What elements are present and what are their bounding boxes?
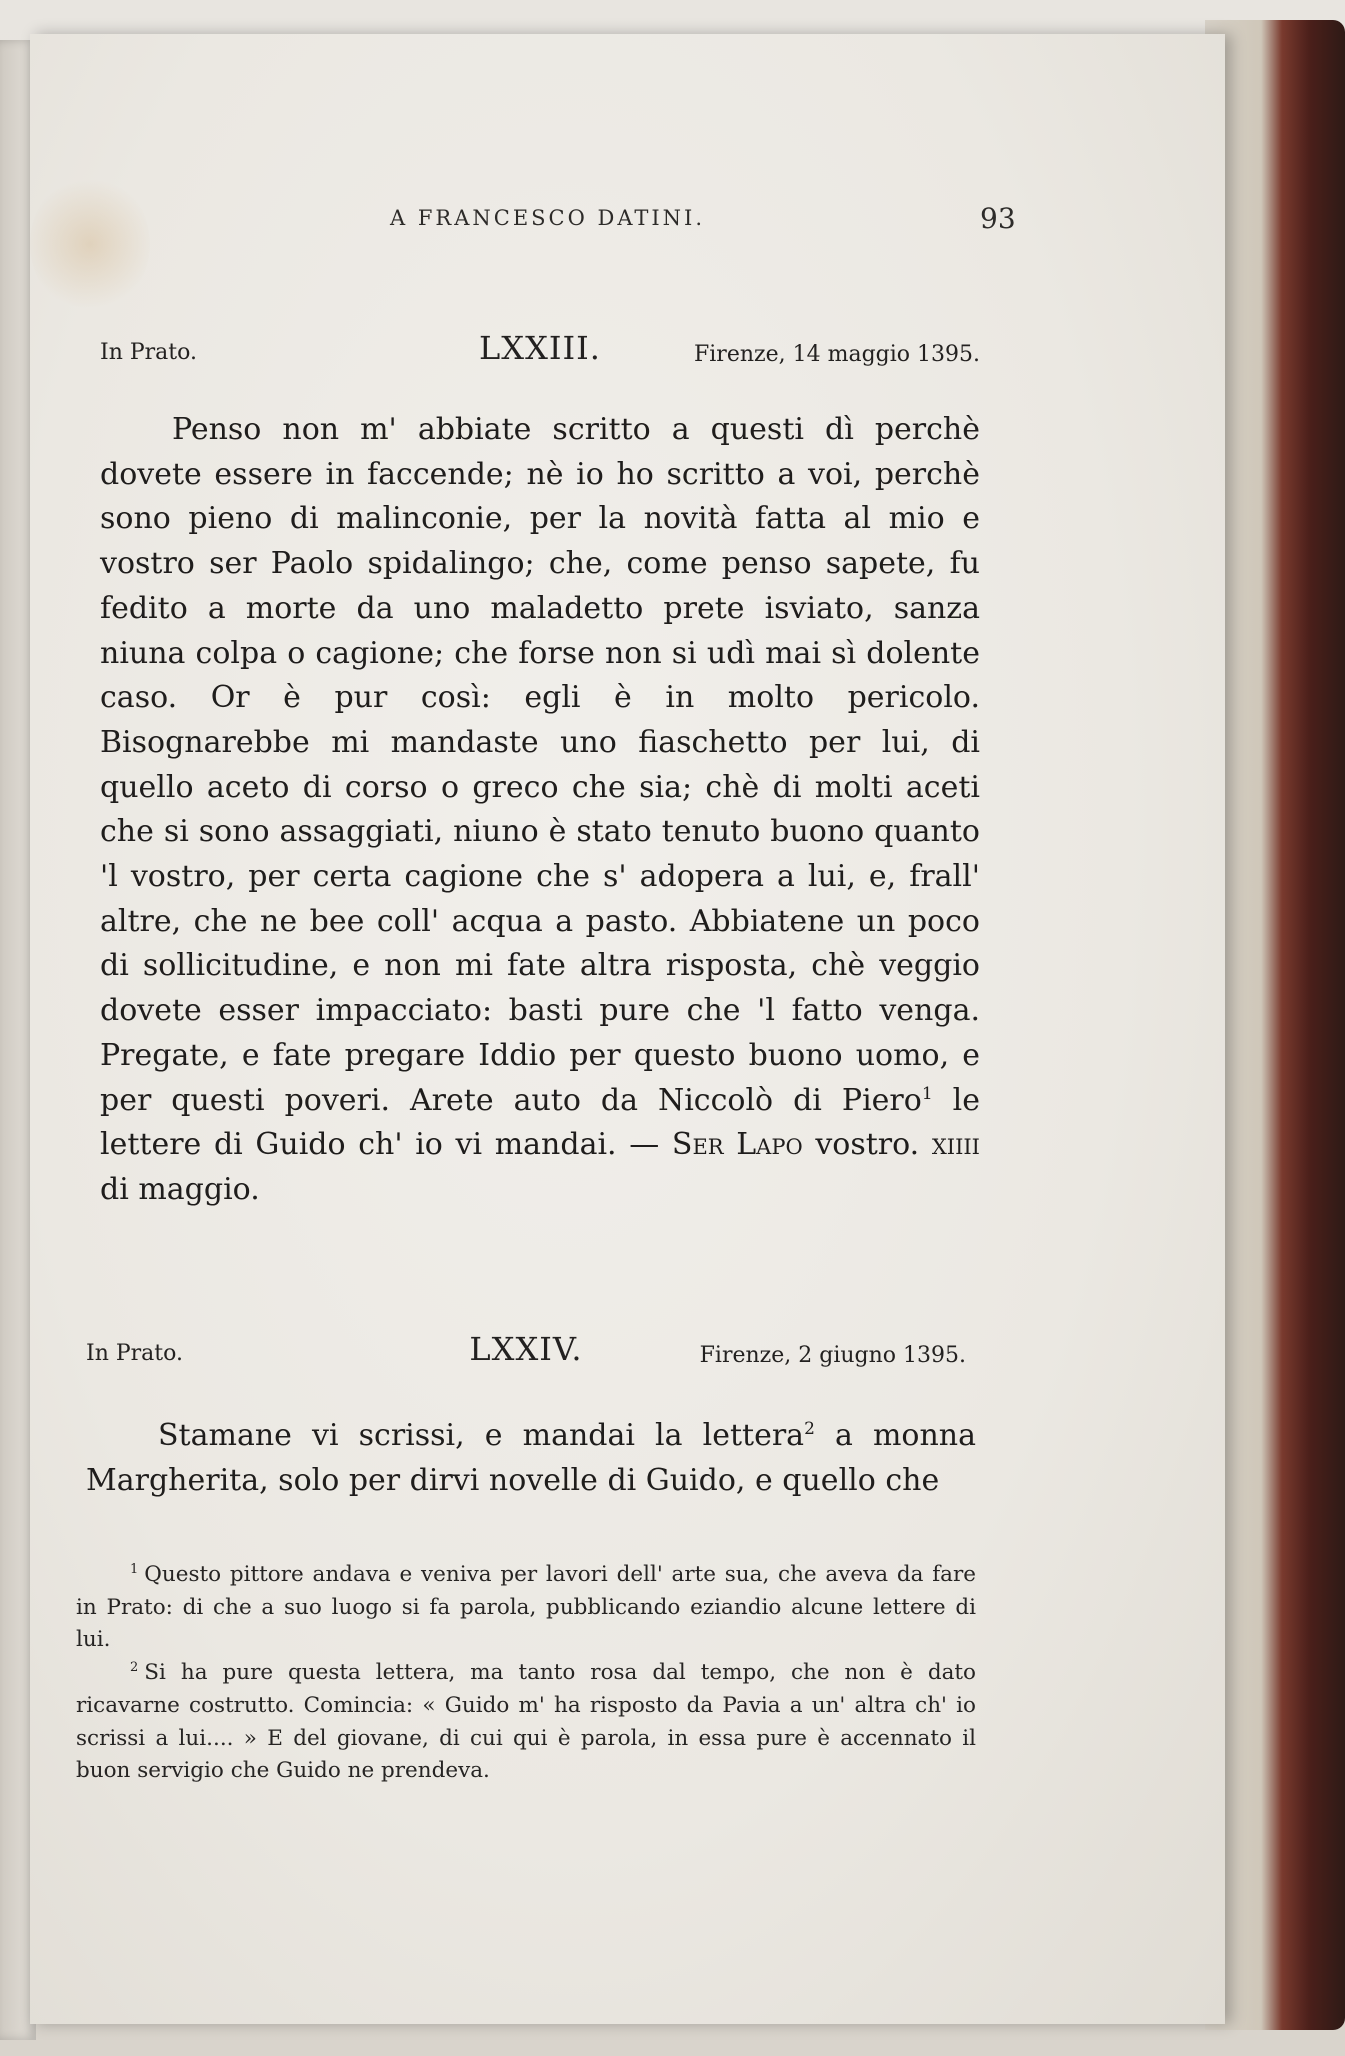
footnote-text: Si ha pure questa lettera, ma tanto rosa dal tempo, che non è dato ricavarne costrutto. Comincia: « Guido m' ha risposto da Pavia a un' altra ch' io scrissi a lui.... » E del giovane, di cui qui è parola, in essa pure è accennato il buon servigio che Guido ne prendeva. (76, 1660, 976, 1784)
letter-destination: In Prato. (86, 1341, 183, 1366)
running-head: A FRANCESCO DATINI. (390, 206, 706, 230)
book-page (30, 34, 1225, 2024)
letter-number: LXXIII. (479, 329, 601, 367)
letter-number: LXXIV. (469, 1330, 583, 1368)
letter-text: Penso non m' abbiate scritto a questi dì perchè dovete essere in faccende; nè io ho scritto a voi, perchè sono pieno di malinconie, per la novità fatta al mio e vostro ser Paolo spidalingo; che, come penso sapete, fu fedito a morte da uno maladetto prete isviato, sanza niuna colpa o cagione; che forse non si udì mai sì dolente caso. Or è pur così: egli è in molto pericolo. Bisognarebbe mi mandaste uno fiaschetto per lui, di quello aceto di corso o greco che sia; chè di molti aceti che si sono assaggiati, niuno è stato tenuto buono quanto 'l vostro, per certa cagione che s' adopera a lui, e, frall' altre, che ne bee coll' acqua a pasto. Abbiatene un poco di sollicitudine, e non mi fate altra risposta, chè veggio dovete esser impacciato: basti pure che 'l fatto venga. Pregate, e fate pregare Iddio per questo buono uomo, e per questi poveri. Arete auto da Niccolò di Piero (100, 412, 980, 1118)
letter-paragraph (100, 408, 980, 1213)
footnote-ref-1: 1 (921, 1083, 933, 1104)
letter-header-lxxiii (100, 329, 980, 369)
footnote-1 (76, 1559, 976, 1657)
footnote-mark: 2 (130, 1659, 139, 1675)
book-block-edge (1205, 20, 1345, 2030)
letter-body-lxxiv (86, 1414, 976, 1503)
footnote-ref-2: 2 (804, 1419, 815, 1439)
letter-paragraph (86, 1414, 976, 1503)
footnote-2 (76, 1657, 976, 1788)
footnote-text: Questo pittore andava e veniva per lavori dell' arte sua, che aveva da fare in Prato: di che a suo luogo si fa parola, pubblicando eziandio alcune lettere di lui. (76, 1562, 976, 1653)
day-numeral: xiiii (931, 1127, 980, 1163)
letter-header-lxxiv (86, 1330, 966, 1370)
letter-date: Firenze, 2 giugno 1395. (699, 1343, 966, 1368)
letter-text: le lettere di Guido ch' io vi mandai. — (100, 1082, 980, 1163)
letter-date: Firenze, 14 maggio 1395. (694, 342, 980, 367)
letter-text: di maggio. (100, 1171, 260, 1207)
letter-text: vostro. (802, 1127, 932, 1163)
signature: Ser Lapo (671, 1127, 803, 1163)
page-number: 93 (980, 202, 1016, 235)
letter-destination: In Prato. (100, 340, 197, 365)
letter-body-lxxiii (100, 408, 980, 1213)
letter-text: a monna Margherita, solo per dirvi novelle di Guido, e quello che (86, 1418, 976, 1498)
footnote-mark: 1 (130, 1561, 139, 1577)
footnotes (76, 1559, 976, 1788)
foxing-stain (30, 174, 150, 314)
letter-text: Stamane vi scrissi, e mandai la lettera (158, 1418, 805, 1453)
